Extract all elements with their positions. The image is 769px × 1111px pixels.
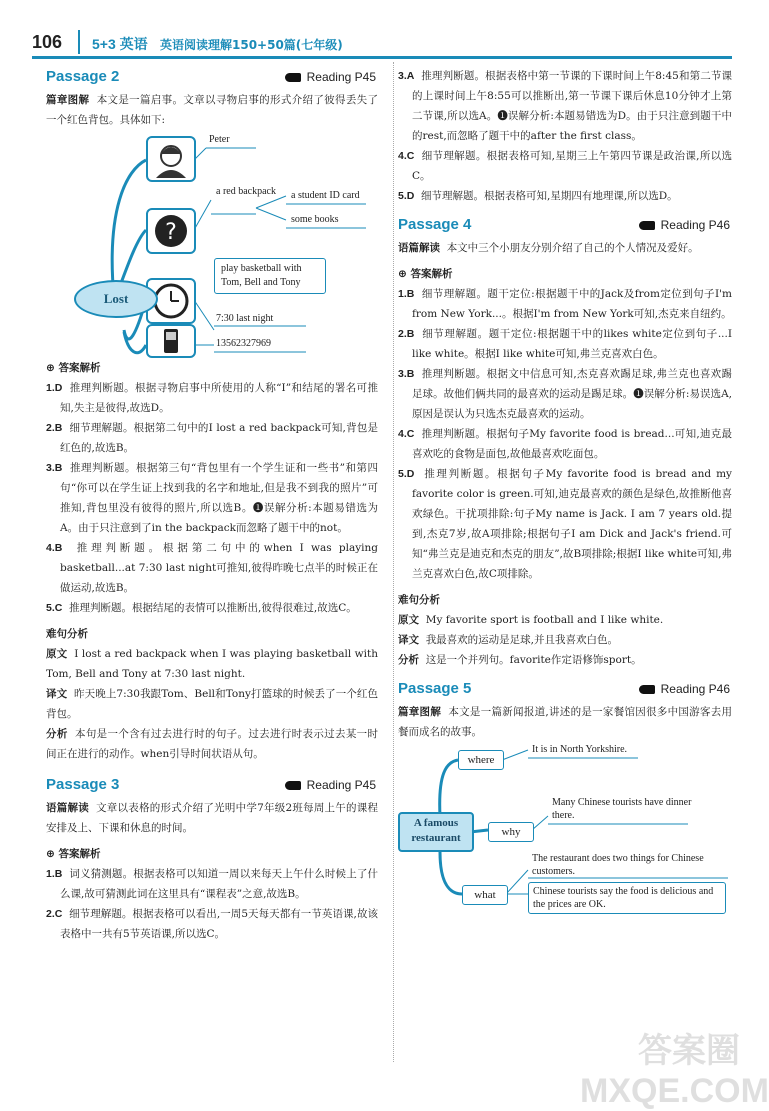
mindmap-center-lost: Lost [74,280,158,318]
mindmap-student-id: a student ID card [291,190,360,201]
answer-item: 3.B 推理判断题。根据文中信息可知,杰克喜欢踢足球,弗兰克也喜欢踢足球。故他们俩共同的最喜欢的运动是踢足球。❶误解分析:易误选A,原因是误认为只选杰克最喜欢的运动。 [398,368,732,420]
passage2-analysis: 分析 本句是一个含有过去进行时的句子。过去进行时表示过去某一时间正在进行的动作。when引导时间状语从句。 [46,728,378,760]
passage5-overview: 篇章图解 本文是一篇新闻报道,讲述的是一家餐馆因很多中国游客去用餐而成名的故事。 [398,706,732,738]
passage3-heading [46,774,378,798]
passage5-mindmap [398,744,732,914]
answer-item: 1.B 词义猜测题。根据表格可以知道一周以来每天上午什么时候上了什么课,故可猜测此词在这里具有“课程表”之意,故选B。 [46,868,378,900]
passage5-heading [398,678,732,702]
column-separator [393,62,394,1062]
reading-ref: Reading P46 [639,682,730,696]
passage2-difficult-heading: 难句分析 [46,628,88,640]
pointing-hand-icon [639,685,655,694]
page-number: 106 [32,32,63,52]
watermark: 答案圈 MXQE.COM [580,1032,769,1110]
passage-title: Passage 3 [46,776,120,793]
passage2-original: 原文 I lost a red backpack when I was playing basketball with Tom, Bell and Tony at 7:30 last night. [46,648,378,680]
mindmap-red-backpack: a red backpack [216,186,276,197]
mindmap-phone: 13562327969 [216,338,271,349]
mindmap-center-famous-restaurant: A famous restaurant [398,812,474,852]
question-mark-icon [146,208,196,254]
passage2-answers [46,378,378,618]
passage-title: Passage 5 [398,680,472,697]
answer-item: 5.D 推理判断题。根据句子My favorite food is bread and my favorite color is green.可知,迪克最喜欢的颜色是绿色,故推断他喜欢绿色。干扰项排除:句子My name is Jack. I am 7 years old.提到,杰克7岁,故A项排除;根据句子I am Dick and Jack's friend.可知“弗兰克是迪克和杰克的朋友”,故B项排除;根据I like white可知,弗兰克喜欢白色,故C项排除。 [398,468,732,580]
answer-item: 5.D 细节理解题。根据表格可知,星期四有地理课,所以选D。 [398,190,678,202]
passage2-translation: 译文 昨天晚上7:30我跟Tom、Bell和Tony打篮球的时候丢了一个红色背包。 [46,688,378,720]
passage4-translation: 译文 我最喜欢的运动是足球,并且我喜欢白色。 [398,634,619,646]
answer-item: 4.C 细节理解题。根据表格可知,星期三上午第四节课是政治课,所以选C。 [398,150,732,182]
answer-item: 2.C 细节理解题。根据表格可以看出,一周5天每天都有一节英语课,故该表格中一共有5节英语课,所以选C。 [46,908,378,940]
mindmap-why: why [488,822,534,842]
mindmap-what-text1: The restaurant does two things for Chinese customers. [532,853,704,877]
brand-name: 5+3 英语 [92,36,148,52]
passage4-difficult-heading: 难句分析 [398,594,440,606]
answer-item: 3.B 推理判断题。根据第三句“背包里有一个学生证和一些书”和第四句“你可以在学生证上找到我的名字和地址,但是我不到我的照片”可推知,背包里没有彼得的照片,所以选B。❶误解分析:本题易错选为A。由于只注意到了in the backpack而忽略了题干中的not。 [46,462,378,534]
header-rule [32,56,732,59]
answer-item: 5.C 推理判断题。根据结尾的表情可以推断出,彼得很难过,故选C。 [46,602,357,614]
svg-text:?: ? [165,220,177,245]
reading-ref: Reading P46 [639,218,730,232]
pointing-hand-icon [285,73,301,82]
answer-item: 1.B 细节理解题。题干定位:根据题干中的Jack及from定位到句子I'm from New York...。根据I'm from New York可知,杰克来自纽约。 [398,288,732,320]
passage4-answers-heading: ⊕ 答案解析 [398,268,453,280]
mindmap-where: where [458,750,504,770]
passage4-overview: 语篇解读 本文中三个小朋友分别介绍了自己的个人情况及爱好。 [398,242,699,254]
answer-item: 4.B 推理判断题。根据第二句中的when I was playing basketball...at 7:30 last night可推知,彼得昨晚七点半的时候正在做运动,故选B。 [46,542,378,594]
mindmap-lines [46,130,378,352]
mindmap-peter: Peter [209,134,230,145]
pointing-hand-icon [639,221,655,230]
mindmap-where-text: It is in North Yorkshire. [532,744,628,755]
left-column [46,66,378,944]
mindmap-some-books: some books [291,214,339,225]
header-divider [78,30,80,54]
passage-title: Passage 2 [46,68,120,85]
right-column [398,66,732,914]
phone-icon [146,324,196,358]
reading-ref: Reading P45 [285,70,376,84]
passage2-mindmap [46,130,378,352]
passage4-original: 原文 My favorite sport is football and I like white. [398,614,664,626]
mindmap-what-text2: Chinese tourists say the food is delicious and the prices are OK. [528,882,726,914]
answer-item: 1.D 推理判断题。根据寻物启事中所使用的人称“I”和结尾的署名可推知,失主是彼得,故选D。 [46,382,378,414]
answer-item: 4.C 推理判断题。根据句子My favorite food is bread...可知,迪克最喜欢吃的食物是面包,故他最喜欢吃面包。 [398,428,732,460]
mindmap-time: 7:30 last night [216,313,274,324]
answer-item: 2.B 细节理解题。题干定位:根据题干中的likes white定位到句子...I like white。根据I like white可知,弗兰克喜欢白色。 [398,328,732,360]
mindmap-why-text: Many Chinese tourists have dinner there. [552,797,692,821]
answer-item: 2.B 细节理解题。根据第二句中的I lost a red backpack可知,背包是红色的,故选B。 [46,422,378,454]
page-header [0,0,750,58]
passage4-analysis: 分析 这是一个并列句。favorite作定语修饰sport。 [398,654,642,666]
passage-title: Passage 4 [398,216,472,233]
mindmap-what: what [462,885,508,905]
answer-item: 3.A 推理判断题。根据表格中第一节课的下课时间上午8:45和第二节课的上课时间上午8:55可以推断出,第一节课下课后休息10分钟才上第二节课,所以选A。❶误解分析:本题易错选为D。由于只注意到题干中的rest,而忽略了题干中的after the first class。 [398,70,732,142]
passage3-overview: 语篇解读 文章以表格的形式介绍了光明中学7年级2班每周上午的课程安排及上、下课和休息的时间。 [46,802,378,834]
passage2-heading [46,66,378,90]
passage2-overview: 篇章图解 本文是一篇启事。文章以寻物启事的形式介绍了彼得丢失了一个红色背包。具体如下: [46,94,379,126]
mindmap-play-basketball: play basketball with Tom, Bell and Tony [214,258,326,294]
passage3-answers-heading: ⊕ 答案解析 [46,848,101,860]
pointing-hand-icon [285,781,301,790]
passage4-heading [398,214,732,238]
peter-avatar-icon [146,136,196,182]
reading-ref: Reading P45 [285,778,376,792]
passage2-answers-heading: ⊕ 答案解析 [46,362,101,374]
book-title: 英语阅读理解150+50篇(七年级) [160,38,343,52]
